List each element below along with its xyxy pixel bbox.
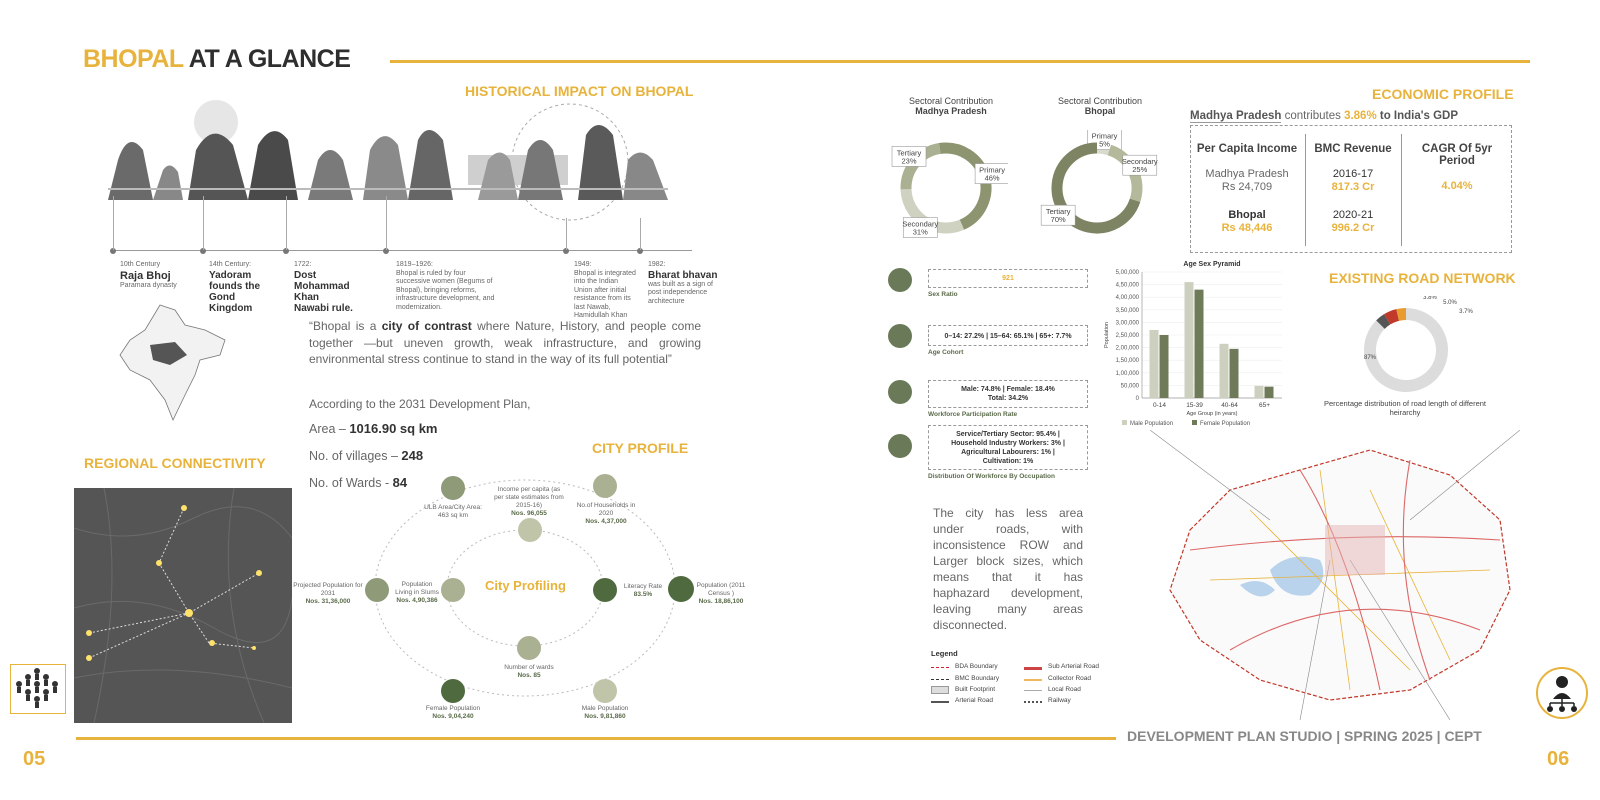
y-tick-label: 5,00,000 — [1115, 270, 1139, 276]
legend-swatch-local — [1024, 690, 1042, 691]
y-tick-label: 1,50,000 — [1115, 358, 1139, 365]
svg-text:5%: 5% — [1099, 139, 1110, 149]
svg-text:Primary: Primary — [1091, 131, 1118, 141]
regional-heading: REGIONAL CONNECTIVITY — [84, 455, 266, 471]
svg-text:25%: 25% — [1132, 165, 1148, 175]
cp-male: Male Population Nos. 9,81,860 — [581, 705, 629, 720]
donut-label-2 — [892, 146, 926, 166]
col-divider — [1305, 134, 1306, 246]
y-tick-label: 3,00,000 — [1115, 320, 1139, 327]
economic-table — [1190, 125, 1512, 253]
cp-slums: Population Living in Slums Nos. 4,90,386 — [395, 581, 439, 604]
person-network-icon — [1536, 667, 1588, 719]
donut-label-2 — [1041, 205, 1075, 225]
bar-40-64-0 — [1220, 344, 1229, 398]
legend-label: Female Population — [1200, 421, 1251, 427]
bar-65+-1 — [1265, 387, 1274, 398]
timeline-connector — [286, 196, 287, 250]
timeline-item-union: 1949: Bhopal is integrated into the Indian Union after initial resistance from its last Nawab, Hamidullah Khan — [574, 261, 636, 319]
city-profile-heading: CITY PROFILE — [592, 440, 689, 456]
bhopal-sector-donut — [1035, 130, 1159, 246]
cp-literacy: Literacy Rate 83.5% — [623, 583, 663, 598]
legend-swatch — [1122, 420, 1127, 425]
svg-text:Secondary: Secondary — [902, 219, 939, 229]
road-slice-1 — [1380, 319, 1387, 324]
svg-text:31%: 31% — [912, 227, 928, 237]
india-map — [115, 300, 230, 425]
road-slice-2 — [1387, 315, 1397, 319]
col-divider — [1401, 134, 1402, 246]
y-tick-label: 1,00,000 — [1115, 370, 1139, 377]
col-bmc: BMC Revenue 2016-17 817.3 Cr 2020-21 996.2 Cr — [1314, 143, 1392, 234]
legend-collector: Collector Road — [1048, 675, 1091, 682]
svg-text:Tertiary: Tertiary — [1045, 207, 1071, 217]
gdp-statement: Madhya Pradesh contributes 3.86% to India's GDP — [1190, 110, 1458, 122]
road-label-2: 5.0% — [1443, 300, 1457, 306]
road-heading: EXISTING ROAD NETWORK — [1329, 270, 1516, 286]
page-number-left: 05 — [23, 748, 46, 770]
footer-rule — [76, 737, 1116, 740]
y-tick-label: 2,50,000 — [1115, 333, 1139, 339]
economic-heading: ECONOMIC PROFILE — [1372, 86, 1514, 102]
legend-bmc: BMC Boundary — [955, 675, 1000, 682]
legend-swatch-subarterial — [1024, 667, 1042, 670]
y-tick-label: 2,00,000 — [1115, 345, 1139, 352]
mp-sector-donut — [884, 130, 1008, 246]
legend-title: Legend — [931, 649, 958, 658]
svg-text:70%: 70% — [1050, 215, 1066, 225]
svg-text:Secondary: Secondary — [1121, 157, 1158, 167]
legend-swatch-railway — [1024, 701, 1042, 703]
y-tick-label: 50,000 — [1120, 383, 1139, 390]
people-icon — [365, 578, 389, 602]
road-donut-caption: Percentage distribution of road length of different heirarchy — [1323, 399, 1487, 417]
timeline-item-bharat-bhavan: 1982: Bharat bhavan was built as a sign of post independence architecture — [648, 261, 718, 305]
building-icon — [441, 476, 465, 500]
col-cagr: CAGR Of 5yr Period 4.04% — [1421, 143, 1493, 192]
timeline-axis — [112, 250, 692, 251]
occupation-icon — [888, 434, 912, 458]
donut-label-1 — [1122, 155, 1158, 175]
svg-text:23%: 23% — [901, 156, 917, 166]
cp-projected: Projected Population for 2031 Nos. 31,36,000 — [293, 582, 363, 605]
x-tick-label: 40-64 — [1221, 402, 1238, 409]
studio-label: DEVELOPMENT PLAN STUDIO | SPRING 2025 | CEPT — [1127, 728, 1482, 744]
facts-intro: According to the 2031 Development Plan, — [309, 397, 531, 411]
city-profiling-center: City Profiling — [485, 578, 566, 593]
y-tick-label: 4,00,000 — [1115, 295, 1139, 302]
legend-local: Local Road — [1048, 686, 1081, 693]
legend-swatch-bda — [931, 667, 949, 668]
historical-heading: HISTORICAL IMPACT ON BHOPAL — [465, 83, 694, 99]
sex-ratio-box: 921 — [928, 269, 1088, 288]
age-cohort-label: Age Cohort — [928, 349, 964, 356]
road-label-3: 3.7% — [1459, 309, 1473, 315]
svg-text:Primary: Primary — [979, 165, 1006, 175]
fact-area: Area – 1016.90 sq km — [309, 421, 438, 436]
timeline-connector — [203, 196, 204, 250]
occupation-box: Service/Tertiary Sector: 95.4% | Household Industry Workers: 3% | Agricultural Labourers: 1% | Cultivation: 1% — [928, 425, 1088, 470]
y-tick-label: 3,50,000 — [1115, 307, 1139, 314]
bar-65+-0 — [1255, 386, 1264, 398]
bhopal-donut-title: Sectoral Contribution Bhopal — [1057, 96, 1143, 116]
cp-households: No.of Households in 2020 Nos. 4,37,000 — [576, 502, 636, 525]
header-rule — [390, 60, 1530, 63]
svg-text:Tertiary: Tertiary — [896, 148, 922, 158]
bar-15-39-1 — [1195, 290, 1204, 398]
occupation-label: Distribution Of Workforce By Occupation — [928, 473, 1056, 480]
timeline-item-gond: 14th Century: Yadoram founds the Gond Kingdom — [209, 261, 261, 314]
y-axis-label: Population — [1104, 322, 1110, 348]
y-tick-label: 4,50,000 — [1115, 282, 1139, 289]
road-hierarchy-donut — [1358, 296, 1478, 396]
x-tick-label: 15-39 — [1186, 402, 1203, 409]
legend-built: Built Footprint — [955, 686, 996, 693]
timeline-connector — [566, 218, 567, 250]
timeline-item-begums: 1819–1926: Bhopal is ruled by four successive women (Begums of Bhopal), bringing reforms, infrastructure development, and modernization. — [396, 261, 495, 311]
age-cohort-icon — [888, 324, 912, 348]
svg-text:46%: 46% — [984, 173, 1000, 183]
legend-swatch — [1192, 420, 1197, 425]
age-cohort-box: 0–14: 27.2% | 15–64: 65.1% | 65+: 7.7% — [928, 325, 1088, 346]
col-per-capita: Per Capita Income Madhya Pradesh Rs 24,709 Bhopal Rs 48,446 — [1196, 143, 1298, 234]
coin-icon — [518, 518, 542, 542]
age-sex-chart — [1100, 258, 1300, 433]
crowd-icon — [10, 664, 66, 714]
sex-ratio-icon — [888, 268, 912, 292]
timeline-connector — [640, 218, 641, 250]
workforce-box: Male: 74.8% | Female: 18.4% Total: 34.2% — [928, 380, 1088, 408]
wards-icon — [517, 636, 541, 660]
bar-0-14-1 — [1160, 335, 1169, 398]
book-icon — [593, 578, 617, 602]
road-network-map — [1150, 430, 1520, 720]
timeline-connector — [386, 196, 387, 250]
timeline-item-raja-bhoj: 10th Century Raja Bhoj Paramara dynasty — [120, 261, 177, 289]
bar-15-39-0 — [1185, 282, 1194, 398]
bar-0-14-0 — [1150, 330, 1159, 398]
legend-swatch-arterial — [931, 701, 949, 703]
male-icon — [593, 679, 617, 703]
cp-ulb: ULB Area/City Area: 463 sq km — [424, 504, 482, 519]
legend-arterial: Arterial Road — [955, 697, 993, 704]
road-slice-3 — [1398, 314, 1406, 315]
donut-slice-0 — [940, 148, 986, 225]
x-tick-label: 0-14 — [1152, 402, 1167, 409]
page-number-right: 06 — [1547, 748, 1570, 770]
legend-subarterial: Sub Arterial Road — [1048, 663, 1099, 670]
cp-wards: Number of wards Nos. 85 — [504, 664, 554, 679]
road-label-1: 3.8% — [1423, 296, 1437, 301]
fact-villages: No. of villages – 248 — [309, 448, 424, 463]
donut-label-1 — [902, 218, 938, 238]
legend-bda: BDA Boundary — [955, 663, 998, 670]
legend-swatch-bmc — [931, 679, 949, 680]
x-tick-label: 65+ — [1258, 402, 1271, 409]
legend-swatch-built — [931, 686, 949, 694]
legend-label: Male Population — [1130, 421, 1174, 427]
sex-ratio-label: Sex Ratio — [928, 291, 958, 298]
donut-label-0 — [975, 164, 1008, 184]
bar-40-64-1 — [1230, 349, 1239, 398]
fact-wards: No. of Wards - 84 — [309, 475, 408, 490]
female-icon — [441, 679, 465, 703]
slum-icon — [441, 578, 465, 602]
page-title: BHOPAL AT A GLANCE — [83, 45, 351, 73]
workforce-label: Workforce Participation Rate — [928, 411, 1018, 418]
road-label-0: 87% — [1363, 355, 1377, 361]
legend-railway: Railway — [1048, 697, 1071, 704]
y-tick-label: 0 — [1135, 396, 1139, 402]
cp-income: Income per capita (as per state estimates from 2015-16) Nos. 96,055 — [494, 486, 564, 517]
city-quote: “Bhopal is a city of contrast where Nature, History, and people come together —but uneven growth, weak infrastructure, and growing environmental stress continue to stand in the way of its full potential” — [309, 319, 702, 366]
cp-female: Female Population Nos. 9,04,240 — [425, 705, 481, 720]
house-icon — [593, 474, 617, 498]
workforce-icon — [888, 380, 912, 404]
cp-population: Population (2011 Census ) Nos. 18,86,100 — [696, 582, 746, 605]
mp-donut-title: Sectoral Contribution Madhya Pradesh — [908, 96, 994, 116]
legend-swatch-collector — [1024, 679, 1042, 681]
timeline-connector — [113, 196, 114, 250]
regional-map — [74, 488, 292, 723]
age-chart-title: Age Sex Pyramid — [1183, 261, 1241, 268]
road-note: The city has less area under roads, with inconsistence ROW and Larger block sizes, which means that it has haphazard development, leaving many areas disconnected. — [933, 506, 1083, 632]
timeline-item-nawabi: 1722: Dost Mohammad Khan Nawabi rule. — [294, 261, 353, 314]
historical-collage — [108, 90, 688, 250]
x-axis-label: Age Group (in years) — [1186, 411, 1238, 417]
population-icon — [668, 576, 694, 602]
